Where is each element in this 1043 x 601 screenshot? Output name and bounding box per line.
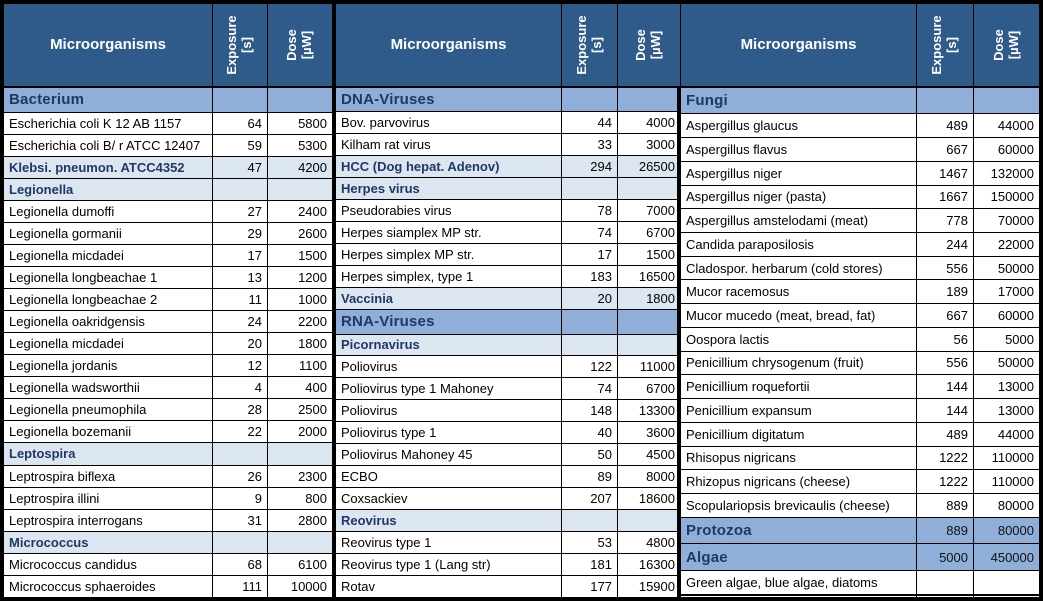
microorganism-label: Leptrospira interrogans [4,509,213,531]
dose-value: 110000 [974,446,1040,470]
table-row [4,399,333,421]
microorganism-label: Leptrospira illini [4,487,213,509]
table-row [4,465,333,487]
table-row [681,209,1040,233]
microorganism-label: Penicillium chrysogenum (fruit) [681,351,917,375]
subsection-row [336,510,681,532]
microorganism-label: Candida paraposilosis [681,233,917,257]
table-row [4,266,333,288]
exposure-value [562,309,618,334]
exposure-value [562,510,618,532]
dose-value: 4200 [268,156,333,178]
microorganism-label: Cladospor. herbarum (cold stores) [681,256,917,280]
exposure-value: 24 [213,311,268,333]
dose-value: 5000 [974,327,1040,351]
exposure-value: 889 [917,517,974,544]
microorganism-label: Penicillium roquefortii [681,375,917,399]
dose-value [974,596,1040,598]
microorganism-label: Herpes simplex MP str. [336,244,562,266]
dose-value: 2200 [268,311,333,333]
dose-value: 80000 [974,517,1040,544]
dose-value: 400 [268,377,333,399]
table-row [681,470,1040,494]
dose-value [974,571,1040,595]
microorganism-label: Oospora lactis [681,327,917,351]
dose-value: 2400 [268,200,333,222]
dose-value [618,510,681,532]
dose-value: 44000 [974,422,1040,446]
exposure-value: 181 [562,553,618,575]
table-row [336,244,681,266]
table-row [4,575,333,597]
table-row [336,575,681,597]
exposure-header-unit: [s] [588,36,604,53]
dose-value: 60000 [974,138,1040,162]
dose-value: 1800 [268,333,333,355]
table-row [336,444,681,466]
exposure-value: 56 [917,327,974,351]
dose-value: 6700 [618,378,681,400]
column-header-microorganisms: Microorganisms [4,4,213,87]
microorganism-label: Penicillium expansum [681,399,917,423]
table-row [336,265,681,287]
microorganism-label: Mucor racemosus [681,280,917,304]
exposure-value: 489 [917,114,974,138]
dose-value: 450000 [974,544,1040,571]
column-header-exposure [213,4,268,87]
exposure-value: 144 [917,399,974,423]
microorganism-label: Legionella dumoffi [4,200,213,222]
exposure-value: 20 [562,287,618,309]
dose-value [974,87,1040,114]
microorganism-label [681,596,917,598]
dose-value: 2800 [268,509,333,531]
dose-value: 70000 [974,209,1040,233]
table-row [681,138,1040,162]
dose-value: 15900 [618,575,681,597]
microorganism-label: Herpes virus [336,178,562,200]
dose-value: 1100 [268,355,333,377]
dose-value: 800 [268,487,333,509]
dose-value: 8000 [618,466,681,488]
table-row [4,200,333,222]
exposure-value: 111 [213,575,268,597]
subsection-row [336,334,681,356]
microorganism-label: Poliovirus [336,400,562,422]
table-row [336,466,681,488]
table-row [681,185,1040,209]
dose-value: 60000 [974,304,1040,328]
exposure-value: 28 [213,399,268,421]
exposure-value [917,596,974,598]
fungi-column-group [677,3,1040,598]
column-header-dose [618,4,681,87]
microorganism-label: Bacterium [4,87,213,113]
exposure-value: 53 [562,531,618,553]
microorganism-label: Algae [681,544,917,571]
microorganism-label: Leptrospira biflexa [4,465,213,487]
dose-value: 10000 [268,575,333,597]
dose-value [618,178,681,200]
subsection-row [336,156,681,178]
exposure-value: 17 [213,244,268,266]
dose-value: 110000 [974,470,1040,494]
exposure-value: 5000 [917,544,974,571]
dose-value: 1500 [618,244,681,266]
table-row [681,399,1040,423]
exposure-value: 556 [917,351,974,375]
header-row [4,4,333,87]
table-row [336,422,681,444]
exposure-value: 20 [213,333,268,355]
exposure-value [213,178,268,200]
table-row [4,222,333,244]
dose-value: 3000 [618,134,681,156]
exposure-value [917,87,974,114]
table-row [4,333,333,355]
microorganism-label: Rhisopus nigricans [681,446,917,470]
exposure-value: 89 [562,466,618,488]
microorganism-label: Aspergillus amstelodami (meat) [681,209,917,233]
exposure-value: 74 [562,378,618,400]
table-row [681,256,1040,280]
dose-value: 1500 [268,244,333,266]
exposure-header-label: Exposure [929,15,945,75]
microorganism-label: Reovirus [336,510,562,532]
table-row [681,596,1040,598]
table-row [4,509,333,531]
table-row [681,327,1040,351]
microorganism-label: Mucor mucedo (meat, bread, fat) [681,304,917,328]
microorganism-label: Legionella longbeachae 1 [4,266,213,288]
table-row [4,421,333,443]
exposure-value: 40 [562,422,618,444]
dose-value: 2000 [268,421,333,443]
dose-value: 50000 [974,351,1040,375]
dose-value: 4000 [618,112,681,134]
exposure-value: 74 [562,222,618,244]
microorganism-label: Rhizopus nigricans (cheese) [681,470,917,494]
exposure-value: 189 [917,280,974,304]
table-row [336,553,681,575]
exposure-header-unit: [s] [239,36,254,53]
microorganism-label: RNA-Viruses [336,309,562,334]
exposure-value: 26 [213,465,268,487]
section-row [681,544,1040,571]
table-row [681,422,1040,446]
dose-value: 18600 [618,488,681,510]
microorganism-label: Legionella jordanis [4,355,213,377]
exposure-value: 50 [562,444,618,466]
dose-value: 11000 [618,356,681,378]
dose-value: 50000 [974,256,1040,280]
exposure-value: 31 [213,509,268,531]
microorganism-label: Herpes siamplex MP str. [336,222,562,244]
column-header-dose [974,4,1040,87]
exposure-value: 144 [917,375,974,399]
exposure-value [213,531,268,553]
microorganism-label: Green algae, blue algae, diatoms [681,571,917,595]
dose-value [618,334,681,356]
dose-value: 3600 [618,422,681,444]
dose-value [618,87,681,112]
dose-value: 2300 [268,465,333,487]
subsection-row [4,156,333,178]
exposure-value: 1222 [917,470,974,494]
subsection-row [336,287,681,309]
dose-value [268,178,333,200]
microorganism-label: Legionella wadsworthii [4,377,213,399]
microorganism-label: Legionella micdadei [4,333,213,355]
section-row [336,309,681,334]
microorganism-label: Legionella gormanii [4,222,213,244]
dose-header-label: Dose [990,28,1006,61]
table-row [336,112,681,134]
exposure-value: 29 [213,222,268,244]
exposure-value: 183 [562,265,618,287]
exposure-value: 78 [562,200,618,222]
dose-value: 80000 [974,493,1040,517]
exposure-value: 64 [213,112,268,134]
exposure-value [213,443,268,465]
dose-value: 150000 [974,185,1040,209]
column-header-dose [268,4,333,87]
dose-value: 22000 [974,233,1040,257]
microorganism-label: Micrococcus [4,531,213,553]
microorganism-label: Poliovirus Mahoney 45 [336,444,562,466]
microorganism-label: HCC (Dog hepat. Adenov) [336,156,562,178]
exposure-value: 11 [213,289,268,311]
table-row [681,351,1040,375]
exposure-value: 4 [213,377,268,399]
microorganism-label: Poliovirus type 1 Mahoney [336,378,562,400]
dose-value: 16500 [618,265,681,287]
dose-value: 17000 [974,280,1040,304]
subsection-row [4,443,333,465]
column-header-microorganisms: Microorganisms [336,4,562,87]
exposure-value: 44 [562,112,618,134]
table-row [336,400,681,422]
table-row [336,134,681,156]
header-row [336,4,681,87]
microorganism-label: Legionella [4,178,213,200]
dose-value [268,531,333,553]
dose-header-unit: [µW] [648,30,663,59]
dose-header-label: Dose [284,28,300,61]
exposure-value: 12 [213,355,268,377]
dose-value: 4500 [618,444,681,466]
dose-value: 1800 [618,287,681,309]
exposure-value: 17 [562,244,618,266]
subsection-row [4,178,333,200]
subsection-row [4,531,333,553]
column-header-exposure [562,4,618,87]
dose-value: 16300 [618,553,681,575]
table-row [681,161,1040,185]
exposure-value: 489 [917,422,974,446]
microorganism-label: Legionella bozemanii [4,421,213,443]
table-row [4,487,333,509]
dose-value: 13000 [974,375,1040,399]
microorganism-label: Coxsackiev [336,488,562,510]
exposure-value: 59 [213,134,268,156]
exposure-value: 27 [213,200,268,222]
microorganism-label: Poliovirus type 1 [336,422,562,444]
microorganism-label: DNA-Viruses [336,87,562,112]
exposure-value: 9 [213,487,268,509]
exposure-value [562,178,618,200]
exposure-value: 778 [917,209,974,233]
microorganism-label: Bov. parvovirus [336,112,562,134]
exposure-header-label: Exposure [224,15,240,75]
section-row [4,87,333,113]
table-row [336,488,681,510]
exposure-value: 177 [562,575,618,597]
exposure-value: 294 [562,156,618,178]
microorganism-label: Escherichia coli K 12 AB 1157 [4,112,213,134]
table-row [681,114,1040,138]
exposure-value: 1667 [917,185,974,209]
exposure-value: 889 [917,493,974,517]
subsection-row [336,178,681,200]
microorganism-label: Poliovirus [336,356,562,378]
table-row [681,493,1040,517]
table-row [4,244,333,266]
dose-value: 6700 [618,222,681,244]
microorganism-label: Rotav [336,575,562,597]
exposure-value: 68 [213,553,268,575]
microorganism-label: Klebsi. pneumon. ATCC4352 [4,156,213,178]
microorganism-label: Aspergillus glaucus [681,114,917,138]
table-row [4,355,333,377]
dose-header-unit: [µW] [1005,30,1021,59]
exposure-value [562,334,618,356]
column-header-exposure [917,4,974,87]
exposure-value [213,87,268,113]
microorganism-label: Legionella pneumophila [4,399,213,421]
dose-value [268,443,333,465]
microorganism-label: Leptospira [4,443,213,465]
section-row [681,87,1040,114]
microorganism-label: Reovirus type 1 [336,531,562,553]
section-row [336,87,681,112]
dose-value: 7000 [618,200,681,222]
exposure-value: 148 [562,400,618,422]
exposure-value: 22 [213,421,268,443]
exposure-header-unit: [s] [944,36,959,53]
microorganism-label: Vaccinia [336,287,562,309]
microorganism-label: Micrococcus candidus [4,553,213,575]
dose-value: 13300 [618,400,681,422]
dose-value: 132000 [974,161,1040,185]
exposure-value: 1467 [917,161,974,185]
exposure-value: 33 [562,134,618,156]
dose-value: 6100 [268,553,333,575]
exposure-value [917,571,974,595]
table-row [336,200,681,222]
dose-value: 2600 [268,222,333,244]
exposure-header-label: Exposure [573,15,589,75]
table-row [336,222,681,244]
table-row [681,233,1040,257]
exposure-value: 207 [562,488,618,510]
table-row [336,356,681,378]
table-row [681,375,1040,399]
table-row [4,311,333,333]
exposure-value: 1222 [917,446,974,470]
exposure-value: 667 [917,138,974,162]
microorganism-label: Legionella longbeachae 2 [4,289,213,311]
dose-header-unit: [µW] [299,30,314,59]
dose-value: 1000 [268,289,333,311]
dose-value: 4800 [618,531,681,553]
table-row [4,112,333,134]
microorganism-label: Legionella oakridgensis [4,311,213,333]
microorganism-label: Scopulariopsis brevicaulis (cheese) [681,493,917,517]
exposure-value: 13 [213,266,268,288]
dose-value: 5800 [268,112,333,134]
exposure-value: 47 [213,156,268,178]
table-row [681,571,1040,595]
microorganism-label: Reovirus type 1 (Lang str) [336,553,562,575]
dose-value: 44000 [974,114,1040,138]
dose-value: 5300 [268,134,333,156]
table-row [4,134,333,156]
microorganism-label: Aspergillus niger (pasta) [681,185,917,209]
dose-value [618,309,681,334]
header-row [681,4,1040,87]
exposure-value: 244 [917,233,974,257]
exposure-value: 667 [917,304,974,328]
microorganism-label: Escherichia coli B/ r ATCC 12407 [4,134,213,156]
section-row [681,517,1040,544]
table-row [4,377,333,399]
dose-value: 1200 [268,266,333,288]
table-row [681,280,1040,304]
microorganism-label: Legionella micdadei [4,244,213,266]
dose-value: 26500 [618,156,681,178]
dose-value: 2500 [268,399,333,421]
microorganism-label: ECBO [336,466,562,488]
microorganism-label: Micrococcus sphaeroides [4,575,213,597]
exposure-value: 556 [917,256,974,280]
exposure-value [562,87,618,112]
microorganism-label: Kilham rat virus [336,134,562,156]
microorganism-label: Herpes simplex, type 1 [336,265,562,287]
exposure-value: 122 [562,356,618,378]
table-row [336,378,681,400]
microorganism-label: Aspergillus flavus [681,138,917,162]
microorganism-label: Protozoa [681,517,917,544]
viruses-column-group [332,3,677,598]
microorganism-label: Pseudorabies virus [336,200,562,222]
microorganism-label: Picornavirus [336,334,562,356]
table-row [681,304,1040,328]
bacteria-column-group [3,3,332,598]
dose-value [268,87,333,113]
table-row [4,289,333,311]
table-row [4,553,333,575]
table-row [681,446,1040,470]
microorganism-label: Penicillium digitatum [681,422,917,446]
dose-header-label: Dose [633,28,649,61]
table-row [336,531,681,553]
microorganism-label: Aspergillus niger [681,161,917,185]
dose-value: 13000 [974,399,1040,423]
microorganism-label: Fungi [681,87,917,114]
column-header-microorganisms: Microorganisms [681,4,917,87]
